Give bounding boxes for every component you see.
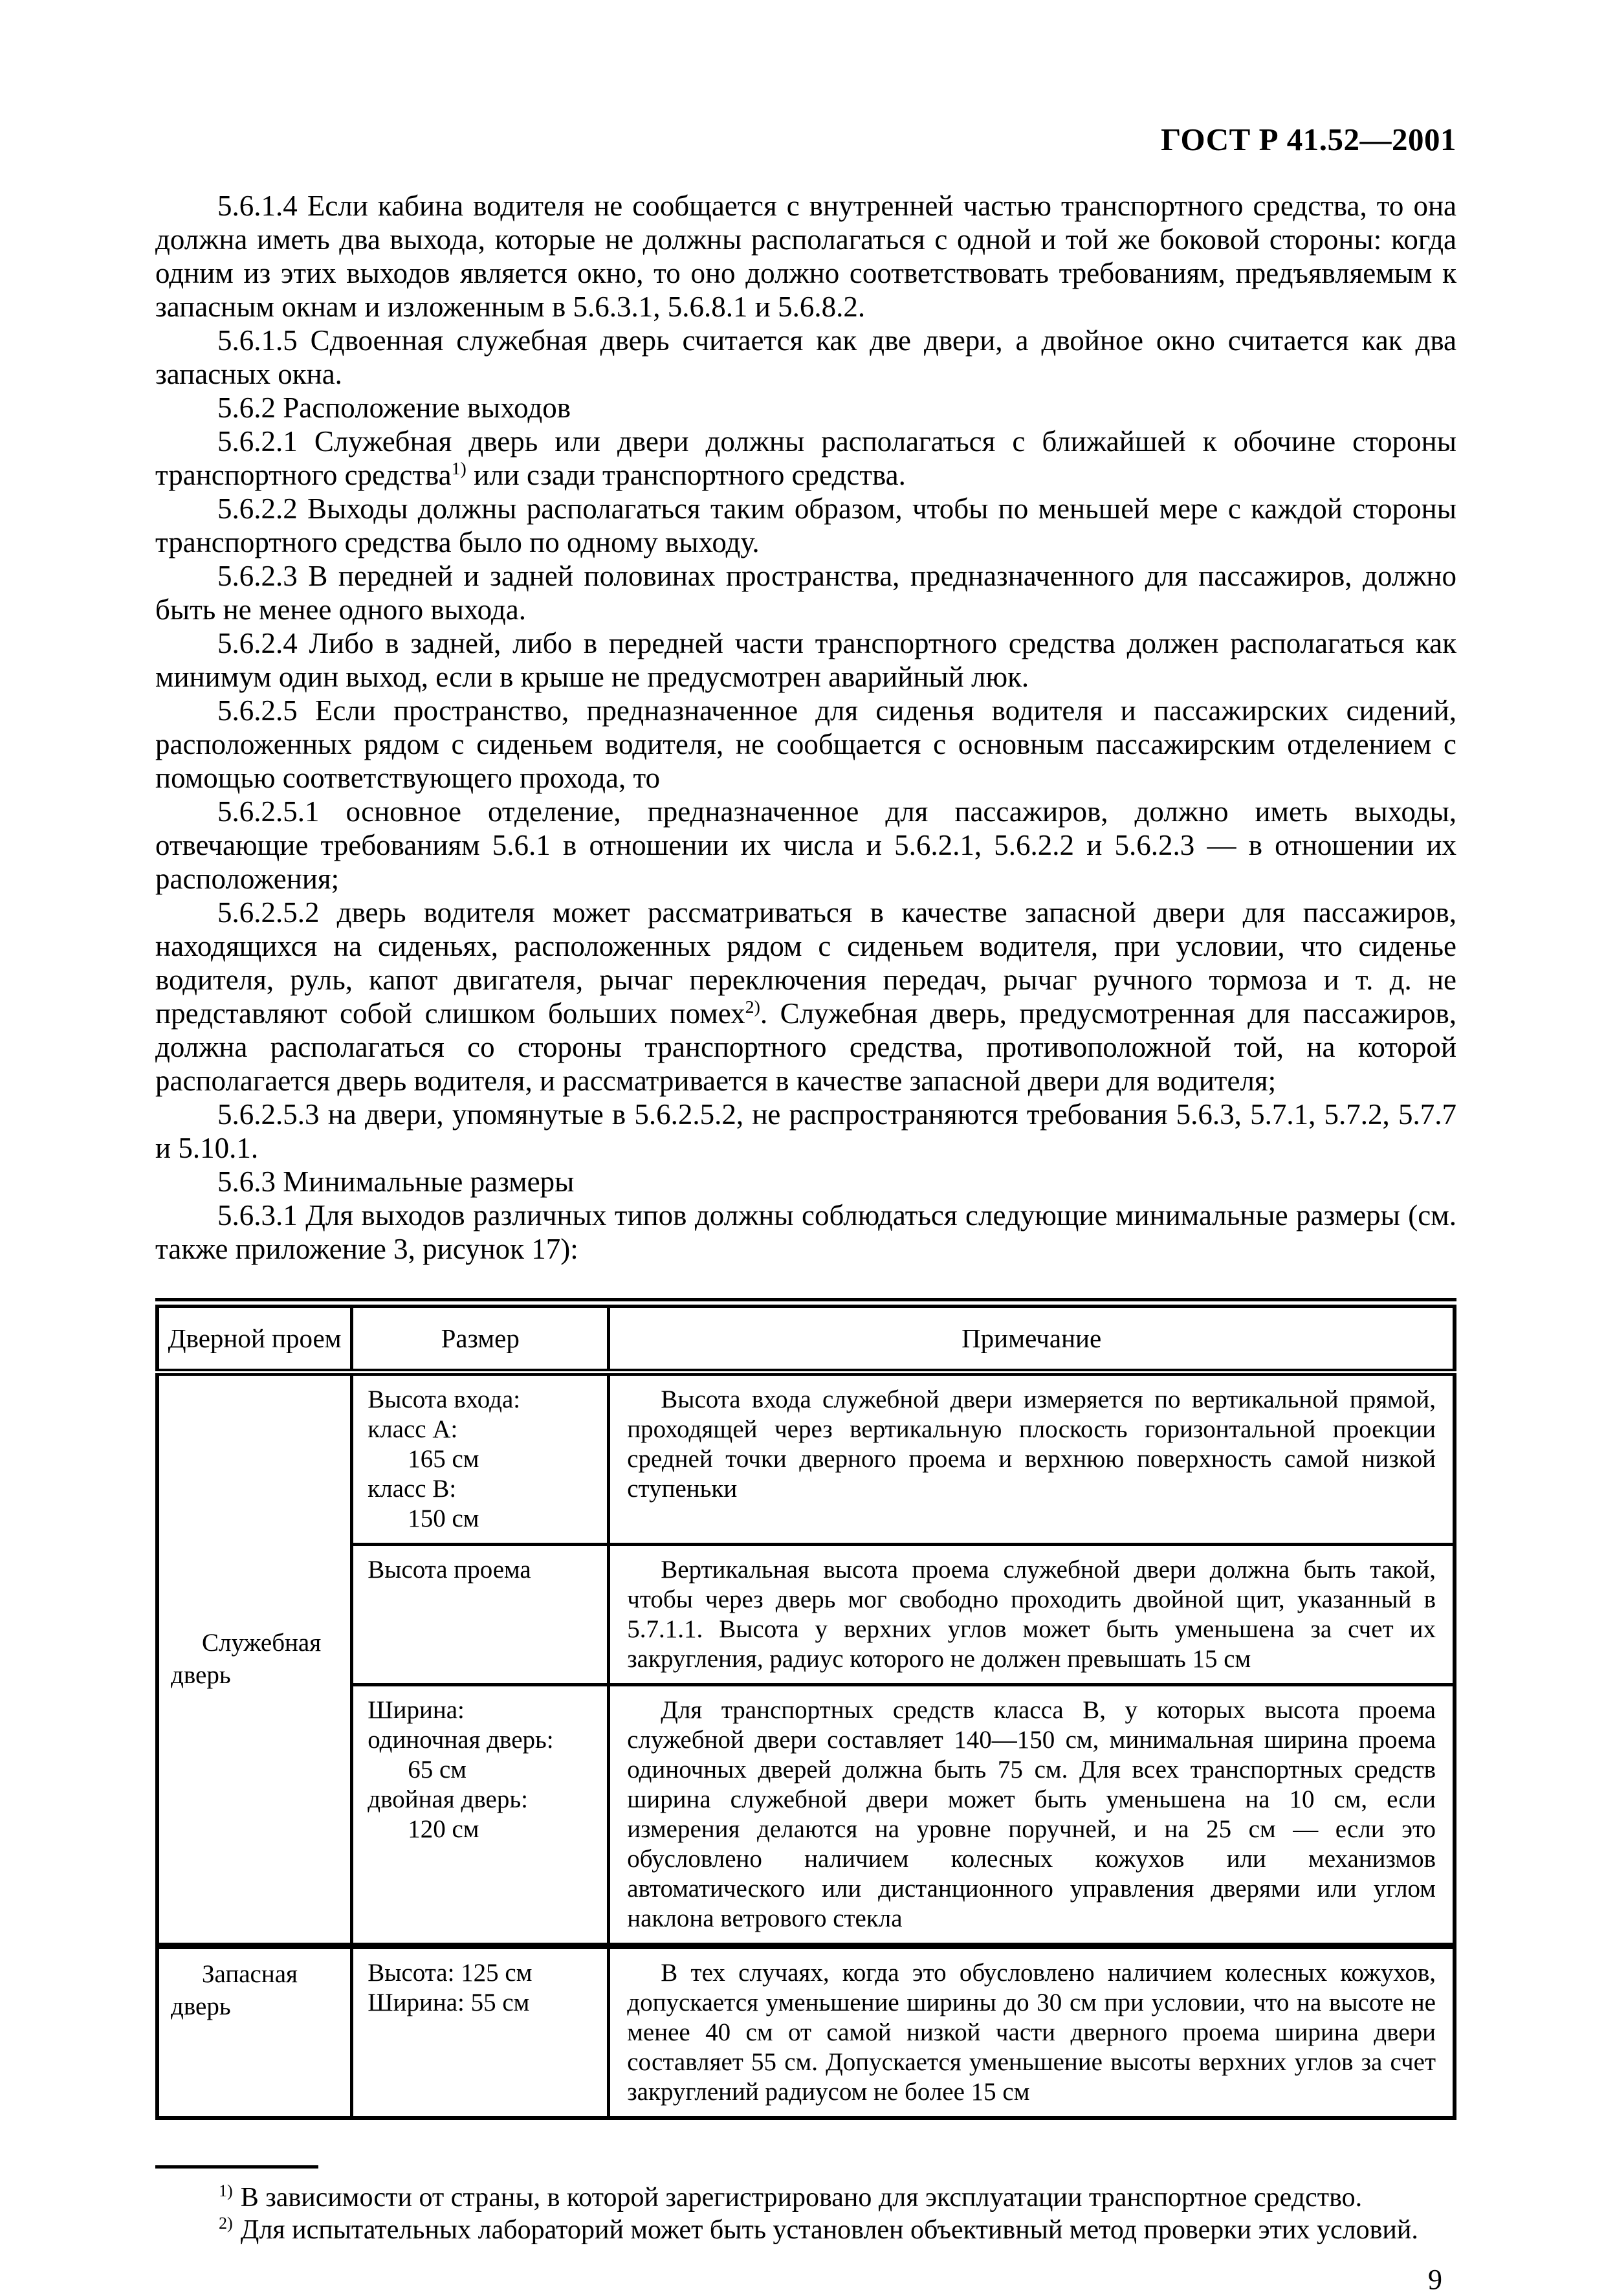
size-line: 120 см	[408, 1815, 479, 1843]
paragraph-5-6-3-1: 5.6.3.1 Для выходов различных типов должны соблюдаться следующие минимальные размеры (см. также приложение 3, рисунок 17):	[155, 1199, 1456, 1265]
footnote-separator-rule	[155, 2165, 318, 2169]
paragraph-5-6-2-3: 5.6.2.3 В передней и задней половинах пространства, предназначенного для пассажиров, должно быть не менее одного выхода.	[155, 560, 1456, 626]
note-cell: Вертикальная высота проема служебной двери должна быть такой, чтобы через дверь мог свободно проходить двойной щит, указанный в 5.7.1.1. Высота у верхних углов может быть уменьшена за счет их закругления, радиус которого не должен превышать 15 см	[609, 1545, 1455, 1685]
table-header-row	[157, 1303, 1455, 1373]
footnote-ref-1: 1)	[451, 459, 467, 479]
paragraph-text: . Служебная дверь, предусмотренная для пассажиров, должна располагаться со стороны транспортного средства, противоположной той, на которой располагается дверь водителя, и рассматривается в качестве запасной двери для водителя;	[155, 997, 1456, 1097]
col-header-note: Примечание	[609, 1303, 1455, 1373]
size-line: класс В:	[368, 1475, 457, 1503]
size-line: класс А:	[368, 1415, 458, 1443]
paragraph-5-6-1-4: 5.6.1.4 Если кабина водителя не сообщается с внутренней частью транспортного средства, то она должна иметь два выхода, которые не должны располагаться с одной и той же боковой стороны: когда одним из этих выходов является окно, то оно должно соответствовать требованиям, предъявляемым к запасным окнам и изложенным в 5.6.3.1, 5.6.8.1 и 5.6.8.2.	[155, 190, 1456, 323]
size-line: 150 см	[408, 1505, 479, 1532]
size-line: Высота проема	[368, 1556, 531, 1584]
col-header-size: Размер	[352, 1303, 609, 1373]
size-line: Ширина: 55 см	[368, 1989, 530, 2016]
paragraph-5-6-2-1	[155, 425, 1456, 492]
paragraph-text: или сзади транспортного средства.	[466, 459, 906, 491]
paragraph-text: 5.6.2.5.2 дверь водителя может рассматриваться в качестве запасной двери для пассажиров, находящихся на сиденьях, расположенных рядом с сиденьем водителя, при условии, что сиденье водителя, руль, капот двигателя, рычаг переключения передач, рычаг ручного тормоза и т. д. не представляют собой слишком больших помех	[155, 896, 1456, 1030]
note-cell: Для транспортных средств класса В, у которых высота проема служебной двери составляет 140—150 см, минимальная ширина проема одиночных дверей должна быть 75 см. Для всех транспортных средств ширина служебной двери может быть уменьшена на 10 см, если измерения делаются на уровне поручней, и на 25 см — если это обусловлено наличием колесных кожухов или механизмов автоматического или дистанционного управления дверями или углом наклона ветрового стекла	[609, 1685, 1455, 1947]
note-cell: Высота входа служебной двери измеряется по вертикальной прямой, проходящей через вертикальную плоскость горизонтальной проекции средней точки дверного проема и верхнюю поверхность самой низкой ступеньки	[609, 1373, 1455, 1545]
footnote-2-text: Для испытательных лабораторий может быть установлен объективный метод проверки этих условий.	[240, 2215, 1418, 2245]
table-row-service-door-opening-height	[157, 1545, 1455, 1685]
paragraph-5-6-2: 5.6.2 Расположение выходов	[217, 392, 571, 424]
paragraph-text: 5.6.2.1 Служебная дверь или двери должны располагаться с ближайшей к обочине стороны транспортного средства	[155, 425, 1456, 491]
size-cell	[352, 1373, 609, 1545]
size-line: одиночная дверь:	[368, 1726, 554, 1754]
col-header-door-opening: Дверной проем	[157, 1303, 352, 1373]
footnote-2-marker: 2)	[219, 2214, 233, 2233]
paragraph-5-6-2-5-3: 5.6.2.5.3 на двери, упомянутые в 5.6.2.5.2, не распространяются требования 5.6.3, 5.7.1, 5.7.2, 5.7.7 и 5.10.1.	[155, 1098, 1456, 1164]
paragraph-5-6-3: 5.6.3 Минимальные размеры	[217, 1165, 575, 1198]
footnote-1	[155, 2181, 1456, 2214]
minimum-sizes-table	[155, 1298, 1456, 2120]
footnote-1-text: В зависимости от страны, в которой зарегистрировано для эксплуатации транспортное средство.	[240, 2183, 1363, 2213]
size-cell	[352, 1545, 609, 1685]
page-number: 9	[1428, 2264, 1442, 2295]
footnote-2	[155, 2214, 1456, 2246]
footnote-ref-2: 2)	[745, 997, 760, 1017]
size-line: 65 см	[408, 1756, 467, 1783]
size-line: двойная дверь:	[368, 1785, 528, 1813]
paragraph-5-6-2-5-2	[155, 896, 1456, 1098]
footnotes	[155, 2181, 1456, 2246]
paragraph-5-6-2-4: 5.6.2.4 Либо в задней, либо в передней части транспортного средства должен располагаться как минимум один выход, если в крыше не предусмотрен аварийный люк.	[155, 627, 1456, 693]
table-row-service-door-width	[157, 1685, 1455, 1947]
size-line: Ширина:	[368, 1696, 465, 1724]
door-cell-service-door: Служебная дверь	[157, 1373, 352, 1947]
note-cell: В тех случаях, когда это обусловлено наличием колесных кожухов, допускается уменьшение ширины до 30 см при условии, что на высоте не менее 40 см от самой низкой части дверного проема ширина двери составляет 55 см. Допускается уменьшение высоты верхних углов за счет закруглений радиусом не более 15 см	[609, 1946, 1455, 2118]
table-row-emergency-door	[157, 1946, 1455, 2118]
doc-header: ГОСТ Р 41.52—2001	[1161, 122, 1456, 157]
size-cell	[352, 1685, 609, 1947]
size-line: Высота входа:	[368, 1385, 521, 1413]
paragraph-5-6-2-5: 5.6.2.5 Если пространство, предназначенное для сиденья водителя и пассажирских сидений, расположенных рядом с сиденьем водителя, не сообщается с основным пассажирским отделением с помощью соответствующего прохода, то	[155, 694, 1456, 794]
door-cell-emergency-door: Запасная дверь	[157, 1946, 352, 2118]
size-cell	[352, 1946, 609, 2118]
paragraph-5-6-2-2: 5.6.2.2 Выходы должны располагаться таким образом, чтобы по меньшей мере с каждой стороны транспортного средства было по одному выходу.	[155, 492, 1456, 558]
body-text	[155, 189, 1456, 1266]
size-line: 165 см	[408, 1445, 479, 1473]
paragraph-5-6-1-5: 5.6.1.5 Сдвоенная служебная дверь считается как две двери, а двойное окно считается как два запасных окна.	[155, 324, 1456, 390]
paragraph-5-6-2-5-1: 5.6.2.5.1 основное отделение, предназначенное для пассажиров, должно иметь выходы, отвечающие требованиям 5.6.1 в отношении их числа и 5.6.2.1, 5.6.2.2 и 5.6.2.3 — в отношении их расположения;	[155, 795, 1456, 895]
footnote-1-marker: 1)	[219, 2181, 233, 2200]
size-line: Высота: 125 см	[368, 1959, 533, 1987]
table-row-service-door-entrance-height	[157, 1373, 1455, 1545]
